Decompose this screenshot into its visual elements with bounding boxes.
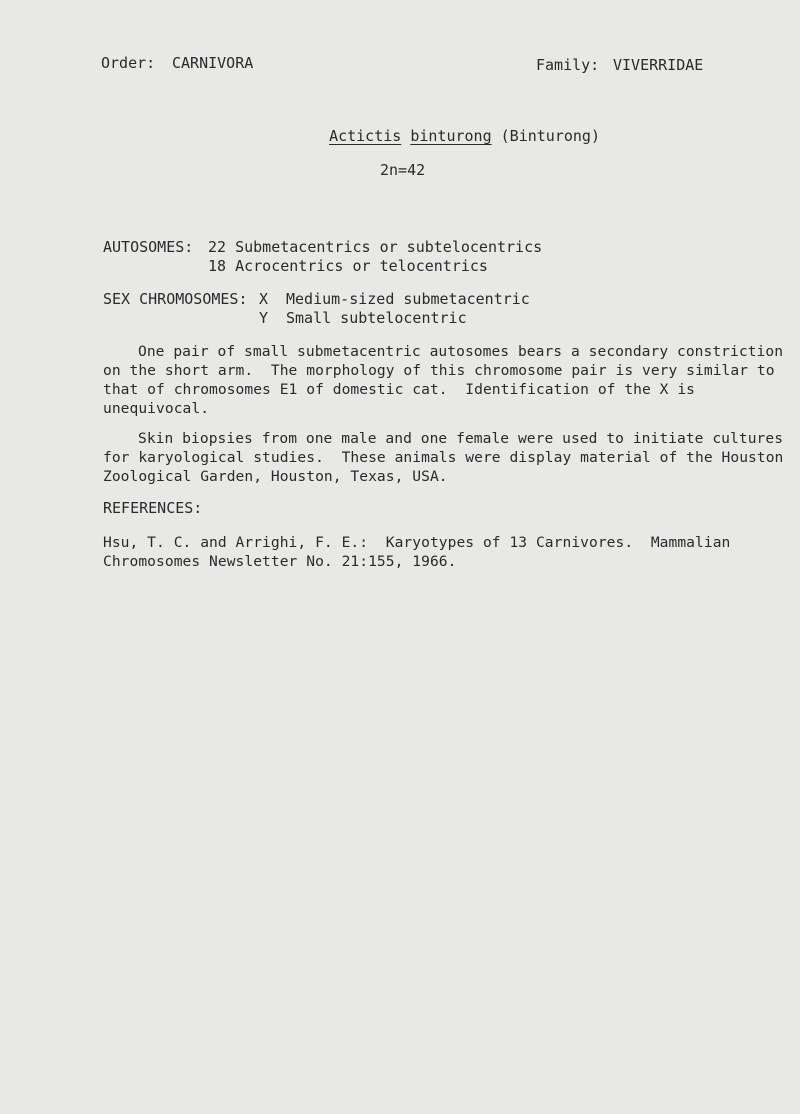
paragraph-line: One pair of small submetacentric autosomes bears a secondary constriction bbox=[138, 343, 784, 360]
paragraph-line: Skin biopsies from one male and one female were used to initiate cultures bbox=[138, 430, 784, 447]
autosomes-label: AUTOSOMES: bbox=[103, 238, 194, 256]
reference-line: Hsu, T. C. and Arrighi, F. E.: Karyotypes of 13 Carnivores. Mammalian bbox=[103, 534, 731, 551]
description-paragraph bbox=[103, 342, 783, 418]
family-value: VIVERRIDAE bbox=[613, 56, 704, 74]
chromosome-number: 2n=42 bbox=[380, 161, 426, 179]
source-paragraph bbox=[103, 429, 783, 486]
references-label: REFERENCES: bbox=[103, 499, 203, 517]
x-chromosome-letter: X bbox=[259, 290, 269, 308]
paragraph-line: unequivocal. bbox=[103, 400, 210, 417]
reference-entry bbox=[103, 533, 783, 571]
species-title bbox=[311, 109, 600, 145]
common-name: (Binturong) bbox=[500, 127, 600, 145]
species-name: binturong bbox=[410, 127, 492, 145]
y-chromosome-desc: Small subtelocentric bbox=[286, 309, 467, 327]
autosomes-line-1: 22 Submetacentrics or subtelocentrics bbox=[208, 238, 543, 256]
autosomes-line-2: 18 Acrocentrics or telocentrics bbox=[208, 257, 488, 275]
paragraph-line: Zoological Garden, Houston, Texas, USA. bbox=[103, 468, 448, 485]
paragraph-line: that of chromosomes E1 of domestic cat. Identification of the X is bbox=[103, 381, 696, 398]
genus-name: Actictis bbox=[329, 127, 402, 145]
reference-line: Chromosomes Newsletter No. 21:155, 1966. bbox=[103, 553, 457, 570]
order-label: Order: bbox=[101, 54, 156, 72]
y-chromosome-letter: Y bbox=[259, 309, 269, 327]
family-label: Family: bbox=[536, 56, 600, 74]
paragraph-line: on the short arm. The morphology of this chromosome pair is very similar to bbox=[103, 362, 775, 379]
order-value: CARNIVORA bbox=[172, 54, 254, 72]
paragraph-line: for karyological studies. These animals were display material of the Houston bbox=[103, 449, 784, 466]
x-chromosome-desc: Medium-sized submetacentric bbox=[286, 290, 530, 308]
sex-chromosomes-label: SEX CHROMOSOMES: bbox=[103, 290, 248, 308]
